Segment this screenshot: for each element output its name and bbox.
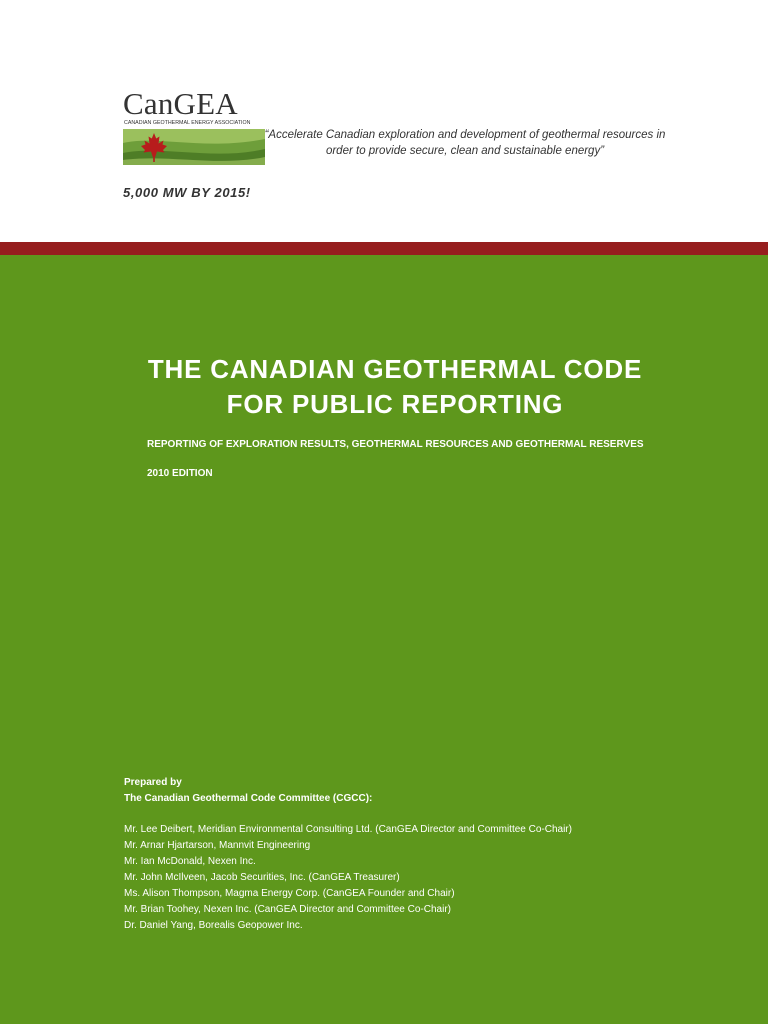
prepared-by-label: Prepared by: [124, 777, 182, 788]
committee-member: Mr. John McIlveen, Jacob Securities, Inc. (CanGEA Treasurer): [124, 872, 400, 883]
committee-member: Mr. Arnar Hjartarson, Mannvit Engineering: [124, 840, 311, 851]
logo-name: CanGEA: [123, 86, 238, 121]
committee-member: Dr. Daniel Yang, Borealis Geopower Inc.: [124, 920, 303, 931]
title-line-2: FOR PUBLIC REPORTING: [226, 389, 564, 419]
red-divider-band: [0, 242, 768, 255]
committee-member: Mr. Ian McDonald, Nexen Inc.: [124, 856, 256, 867]
document-title: [0, 352, 768, 422]
logo-subtitle: CANADIAN GEOTHERMAL ENERGY ASSOCIATION: [124, 120, 251, 126]
logo-landscape-graphic: [123, 129, 265, 165]
committee-member-list: [124, 822, 572, 934]
committee-member: Mr. Brian Toohey, Nexen Inc. (CanGEA Director and Committee Co-Chair): [124, 904, 451, 915]
committee-member: Ms. Alison Thompson, Magma Energy Corp. (CanGEA Founder and Chair): [124, 888, 455, 899]
cangea-logo: [123, 88, 265, 166]
document-subtitle: REPORTING OF EXPLORATION RESULTS, GEOTHERMAL RESOURCES AND GEOTHERMAL RESERVES: [147, 439, 644, 450]
committee-member: Mr. Lee Deibert, Meridian Environmental Consulting Ltd. (CanGEA Director and Committee Co-Chair): [124, 824, 572, 835]
title-line-1: THE CANADIAN GEOTHERMAL CODE: [147, 354, 643, 384]
tagline-quote: “Accelerate Canadian exploration and development of geothermal resources in order to provide secure, clean and sustainable energy”: [264, 129, 666, 157]
header: [0, 0, 768, 242]
slogan: 5,000 MW BY 2015!: [123, 185, 251, 200]
edition-label: 2010 EDITION: [147, 468, 213, 479]
committee-name: The Canadian Geothermal Code Committee (CGCC):: [124, 793, 373, 804]
prepared-by-block: [124, 775, 372, 807]
